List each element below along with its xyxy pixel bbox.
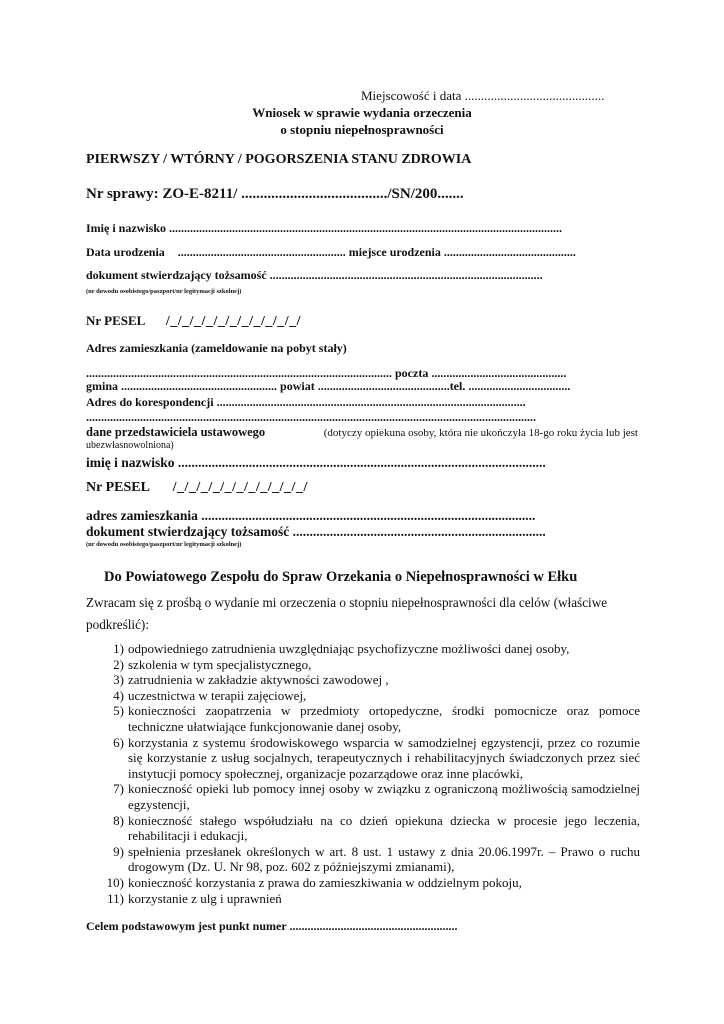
gmina-field[interactable]: .................................................... xyxy=(121,379,278,393)
purpose-item-11[interactable] xyxy=(104,891,640,907)
purpose-item-3[interactable] xyxy=(104,672,640,688)
addressee-heading: Do Powiatowego Zespołu do Spraw Orzekania o Niepełnosprawności w Ełku xyxy=(104,569,578,585)
purpose-item-9[interactable] xyxy=(104,844,640,875)
purpose-item-number: 6) xyxy=(113,734,124,750)
purpose-item-text: szkolenia w tym specjalistycznego, xyxy=(128,656,312,672)
purpose-item-number: 7) xyxy=(113,781,124,797)
purpose-item-number: 4) xyxy=(113,687,124,703)
request-intro-line2: podkreślić): xyxy=(86,617,149,632)
purpose-item-text: korzystania z systemu środowiskowego wsparcia w samodzielnej egzystencji, przez co rozumie się korzystanie z usług socjalnych, terapeutycznych i rehabilitacyjnych świadczonych przez sieć instytucji pomocy społecznej, organizacje pozarządowe oraz inne placówki, xyxy=(128,734,640,781)
birth-date-row xyxy=(86,245,576,260)
purpose-item-text: konieczność korzystania z prawa do zamieszkiwania w oddzielnym pokoju, xyxy=(128,874,522,890)
purpose-item-2[interactable] xyxy=(104,657,640,673)
representative-name-field[interactable]: imię i nazwisko ............................................................................................................. xyxy=(86,455,546,470)
id-document-field[interactable]: dokument stwierdzający tożsamość ........................................................................................... xyxy=(86,268,543,282)
birth-place-field[interactable]: ............................................ xyxy=(443,245,576,259)
purpose-item-8[interactable] xyxy=(104,813,640,844)
purpose-item-text: odpowiedniego zatrudnienia uwzględniając psychofizyczne możliwości danej osoby, xyxy=(128,641,570,656)
birth-date-field[interactable]: ........................................................ xyxy=(177,245,346,259)
purpose-item-6[interactable] xyxy=(104,735,640,782)
purpose-item-text: konieczności zaopatrzenia w przedmioty ortopedyczne, środki pomocnicze oraz pomoce techniczne ułatwiające funkcjonowanie danej osoby, xyxy=(128,703,640,734)
representative-id-document-note: (nr dowodu osobistego/paszport/nr legitymacji szkolnej) xyxy=(86,541,242,548)
purpose-item-number: 2) xyxy=(113,656,124,672)
applicant-name-field[interactable]: Imię i nazwisko ................................................................................................................................... xyxy=(86,221,563,235)
purpose-list xyxy=(104,641,640,906)
representative-pesel-row xyxy=(86,480,308,496)
purpose-item-1[interactable] xyxy=(104,641,640,657)
purpose-item-number: 9) xyxy=(113,843,124,859)
birth-date-label: Data urodzenia xyxy=(86,245,165,259)
purpose-item-text: konieczność stałego współudziału na co dzień opiekuna dziecka w procesie jego leczenia, rehabilitacji i edukacji, xyxy=(128,812,640,844)
representative-note: (dotyczy opiekuna osoby, która nie ukończyła 18-go roku życia lub jest xyxy=(323,427,638,439)
purpose-item-4[interactable] xyxy=(104,688,640,704)
powiat-field[interactable]: ............................................ xyxy=(317,379,450,393)
representative-id-document-field[interactable]: dokument stwierdzający tożsamość ........................................................................... xyxy=(86,524,546,539)
representative-pesel-label: Nr PESEL xyxy=(86,480,150,495)
purpose-item-text: uczestnictwa w terapii zajęciowej, xyxy=(128,687,307,703)
purpose-item-text: korzystanie z ulg i uprawnień xyxy=(128,890,282,906)
document-title-line2: o stopniu niepełnosprawności xyxy=(280,122,444,137)
place-and-date-field[interactable]: Miejscowość i data ........................................... xyxy=(361,88,605,103)
purpose-item-text: zatrudnienia w zakładzie aktywności zawodowej , xyxy=(128,672,389,688)
post-office-label: poczta xyxy=(395,366,429,380)
pesel-label: Nr PESEL xyxy=(86,313,145,328)
purpose-item-text: spełnienia przesłanek określonych w art. 8 ust. 1 ustawy z dnia 20.06.1997r. – Prawo o ruchu drogowym (Dz. U. Nr 98, poz. 602 z późniejszymi zmianami), xyxy=(128,843,640,875)
purpose-item-5[interactable] xyxy=(104,703,640,734)
representative-note-continuation: ubezwłasnowolniona) xyxy=(86,440,174,451)
pesel-input-boxes[interactable]: /_/_/_/_/_/_/_/_/_/_/_/ xyxy=(165,314,302,329)
purpose-item-number: 11) xyxy=(107,890,124,906)
purpose-item-10[interactable] xyxy=(104,875,640,891)
address-field[interactable]: ...................................................................................................... xyxy=(86,366,392,380)
phone-label: tel. xyxy=(449,379,466,393)
post-office-field[interactable]: ............................................. xyxy=(431,366,567,380)
purpose-item-number: 5) xyxy=(113,703,124,719)
application-type-heading[interactable]: PIERWSZY / WTÓRNY / POGORSZENIA STANU ZDROWIA xyxy=(86,152,472,167)
id-document-note: (nr dowodu osobistego/paszport/nr legitymacji szkolnej) xyxy=(86,288,242,295)
purpose-item-7[interactable] xyxy=(104,781,640,812)
purpose-item-number: 10) xyxy=(106,874,124,890)
primary-purpose-field[interactable]: Celem podstawowym jest punkt numer ........................................................ xyxy=(86,919,458,933)
pesel-row xyxy=(86,313,301,330)
purpose-item-number: 8) xyxy=(113,812,124,828)
purpose-item-number: 1) xyxy=(113,641,124,656)
correspondence-address-field[interactable]: Adres do korespondencji ....................................................................................................... xyxy=(86,395,526,409)
purpose-item-text: konieczność opieki lub pomocy innej osoby w związku z ograniczoną możliwością samodzielnej egzystencji, xyxy=(128,781,640,812)
powiat-label: powiat xyxy=(280,379,315,393)
address-heading: Adres zamieszkania (zameldowanie na pobyt stały) xyxy=(86,341,347,355)
purpose-item-number: 3) xyxy=(113,672,124,688)
representative-row xyxy=(86,425,638,440)
correspondence-address-continuation[interactable]: ...................................................................................................................................................... xyxy=(86,410,536,424)
document-title-line1: Wniosek w sprawie wydania orzeczenia xyxy=(252,105,472,120)
representative-label: dane przedstawiciela ustawowego xyxy=(86,425,266,439)
gmina-powiat-row xyxy=(86,379,570,394)
representative-pesel-input-boxes[interactable]: /_/_/_/_/_/_/_/_/_/_/_/ xyxy=(172,480,308,495)
phone-field[interactable]: .................................. xyxy=(468,379,571,393)
request-intro-line1: Zwracam się z prośbą o wydanie mi orzeczenia o stopniu niepełnosprawności dla celów (właściwe xyxy=(86,595,608,610)
gmina-label: gmina xyxy=(86,379,119,393)
birth-place-label: miejsce urodzenia xyxy=(348,245,441,259)
representative-address-field[interactable]: adres zamieszkania ................................................................................................... xyxy=(86,508,536,523)
case-number-field[interactable]: Nr sprawy: ZO-E-8211/ ......................................./SN/200....... xyxy=(86,186,464,202)
